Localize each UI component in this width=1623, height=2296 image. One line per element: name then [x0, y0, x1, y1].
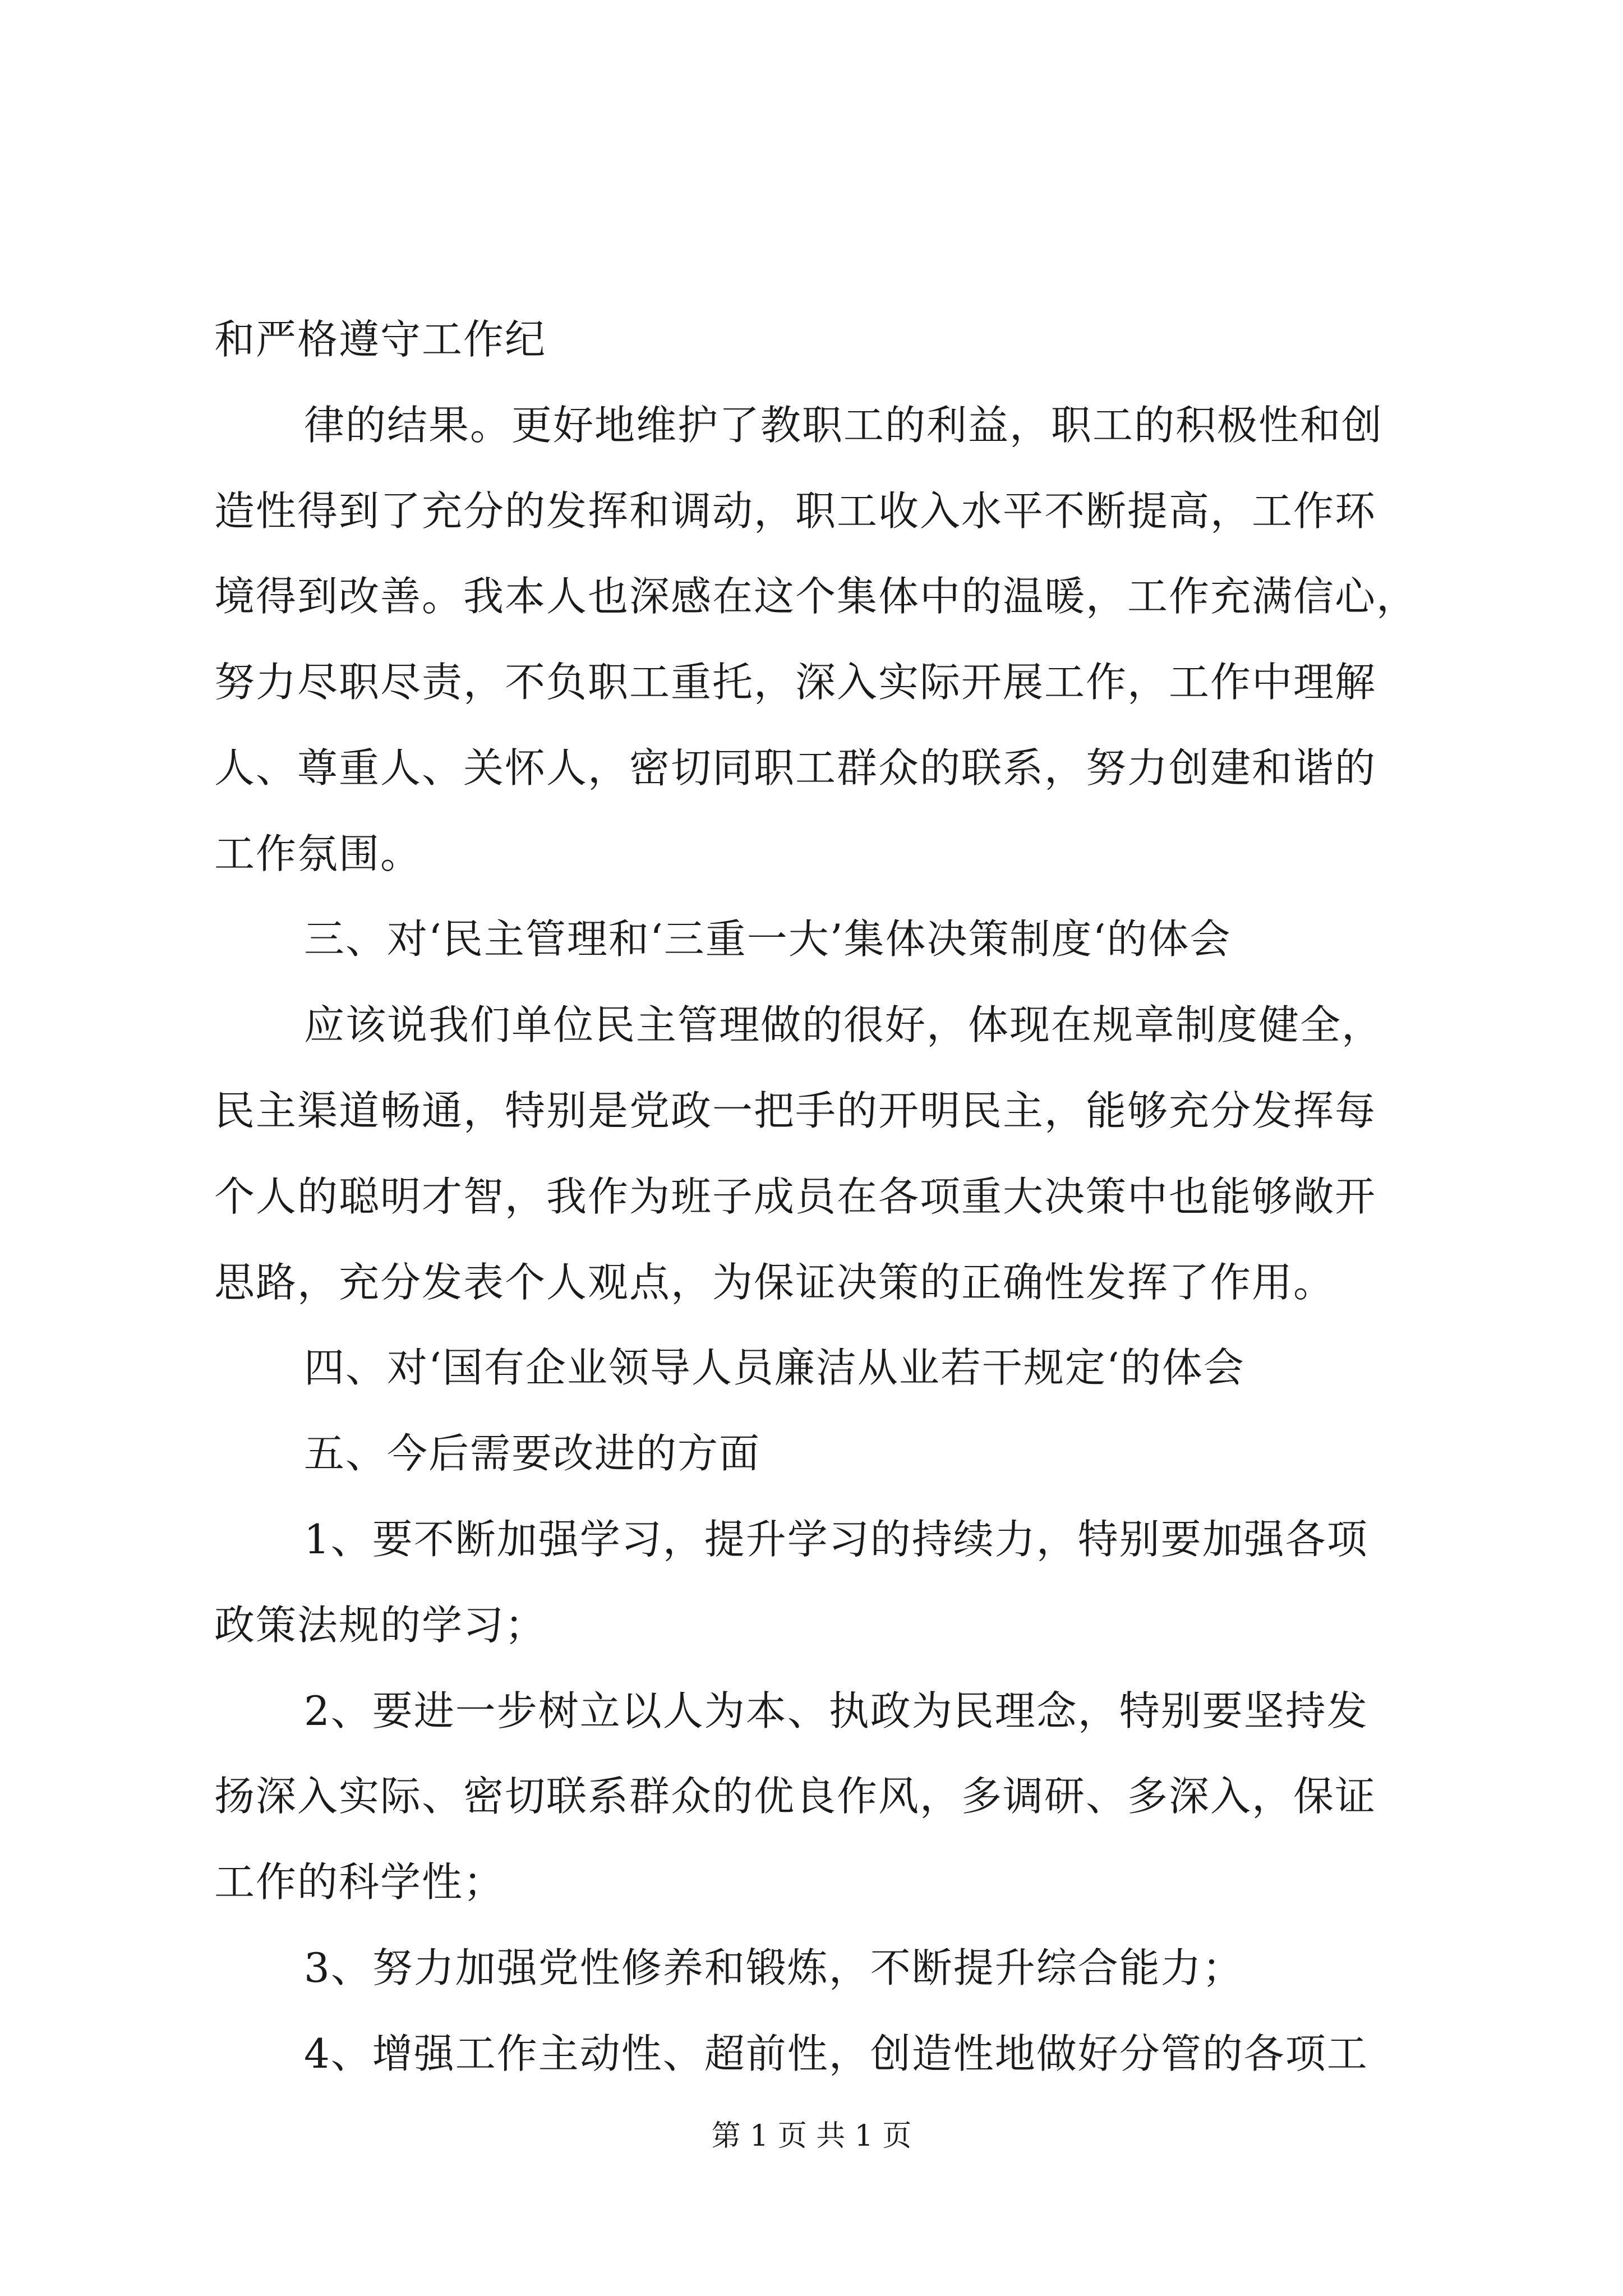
text-line: 工作氛围。 — [214, 830, 422, 877]
list-item: 2、要进一步树立以人为本、执政为民理念，特别要坚持发 — [304, 1687, 1368, 1734]
text-line: 政策法规的学习； — [214, 1602, 547, 1649]
text-line: 工作的科学性； — [214, 1858, 505, 1906]
section-heading: 三、对‘民主管理和‘三重一大’集体决策制度‘的体会 — [304, 915, 1232, 963]
text-line: 人、尊重人、关怀人，密切同职工群众的联系，努力创建和谐的 — [214, 744, 1377, 792]
list-item: 3、努力加强党性修养和锻炼，不断提升综合能力； — [304, 1944, 1244, 1991]
text-line: 民主渠道畅通，特别是党政一把手的开明民主，能够充分发挥每 — [214, 1087, 1377, 1134]
text-line: 努力尽职尽责，不负职工重托，深入实际开展工作，工作中理解 — [214, 659, 1377, 706]
text-line: 扬深入实际、密切联系群众的优良作风，多调研、多深入，保证 — [214, 1773, 1377, 1820]
text-line: 应该说我们单位民主管理做的很好，体现在规章制度健全， — [304, 1001, 1384, 1048]
text-line: 境得到改善。我本人也深感在这个集体中的温暖，工作充满信心， — [214, 573, 1418, 620]
text-line: 律的结果。更好地维护了教职工的利益，职工的积极性和创 — [304, 402, 1384, 449]
text-line: 和严格遵守工作纪 — [214, 316, 547, 363]
section-heading: 五、今后需要改进的方面 — [304, 1430, 761, 1477]
text-line: 造性得到了充分的发挥和调动，职工收入水平不断提高，工作环 — [214, 487, 1377, 535]
text-line: 个人的聪明才智，我作为班子成员在各项重大决策中也能够敞开 — [214, 1173, 1377, 1220]
list-item: 1、要不断加强学习，提升学习的持续力，特别要加强各项 — [304, 1516, 1368, 1563]
list-item: 4、增强工作主动性、超前性，创造性地做好分管的各项工 — [304, 2030, 1368, 2077]
section-heading: 四、对‘国有企业领导人员廉洁从业若干规定‘的体会 — [304, 1344, 1245, 1391]
text-line: 思路，充分发表个人观点，为保证决策的正确性发挥了作用。 — [214, 1259, 1335, 1306]
page-footer: 第 1 页 共 1 页 — [711, 2119, 912, 2153]
